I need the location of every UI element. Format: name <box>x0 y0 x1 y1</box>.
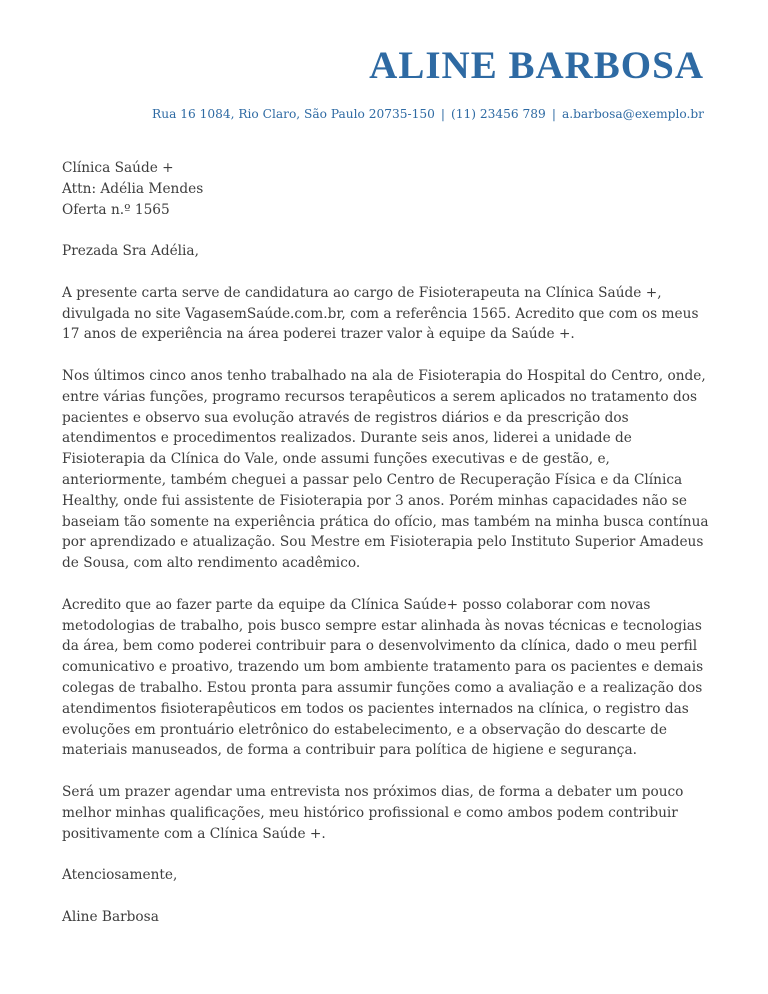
letter-body <box>62 158 712 927</box>
paragraph-contribution: Acredito que ao fazer parte da equipe da Clínica Saúde+ posso colaborar com novas metodologias de trabalho, pois busco sempre estar alinhada às novas técnicas e tecnologias da área, bem como poderei contribuir para o desenvolvimento da clínica, dado o meu perfil comunicativo e proativo, trazendo um bom ambiente tratamento para os pacientes e demais colegas de trabalho. Estou pronta para assumir funções como a avaliação e a realização dos atendimentos fisioterapêuticos em todos os pacientes internados na clínica, o registro das evoluções em prontuário eletrônico do estabelecimento, e a observação do descarte de materiais manuseados, de forma a contribuir para política de higiene e segurança. <box>62 596 704 759</box>
paragraph-experience: Nos últimos cinco anos tenho trabalhado na ala de Fisioterapia do Hospital do Centro, onde, entre várias funções, programo recursos terapêuticos a serem aplicados no tratamento dos pacientes e observo sua evolução através de registros diários e da prescrição dos atendimentos e procedimentos realizados. Durante seis anos, liderei a unidade de Fisioterapia da Clínica do Vale, onde assumi funções executivas e de gestão, e, anteriormente, também cheguei a passar pelo Centro de Recuperação Física e da Clínica Healthy, onde fui assistente de Fisioterapia por 3 anos. Porém minhas capacidades não se baseiam tão somente na experiência prática do ofício, mas também na minha busca contínua por aprendizado e atualização. Sou Mestre em Fisioterapia pelo Instituto Superior Amadeus de Sousa, com alto rendimento acadêmico. <box>62 367 709 572</box>
recipient-block <box>62 158 712 220</box>
contact-email: a.barbosa@exemplo.br <box>561 107 704 121</box>
contact-phone: (11) 23456 789 <box>451 107 546 121</box>
contact-line <box>152 107 704 121</box>
closing: Atenciosamente, <box>62 867 178 884</box>
contact-address: Rua 16 1084, Rio Claro, São Paulo 20735-150 <box>152 107 435 121</box>
paragraph-interview: Será um prazer agendar uma entrevista nos próximos dias, de forma a debater um pouco melhor minhas qualificações, meu histórico profissional e como ambos podem contribuir positivamente com a Clínica Saúde +. <box>62 783 684 842</box>
recipient-company: Clínica Saúde + <box>62 160 174 176</box>
salutation: Prezada Sra Adélia, <box>62 243 199 260</box>
contact-separator: | <box>551 107 556 121</box>
applicant-name: ALINE BARBOSA <box>369 44 704 87</box>
recipient-offer: Oferta n.º 1565 <box>62 201 170 218</box>
recipient-attn: Attn: Adélia Mendes <box>62 180 204 197</box>
signature: Aline Barbosa <box>62 908 159 925</box>
paragraph-intro: A presente carta serve de candidatura ao cargo de Fisioterapeuta na Clínica Saúde +, divulgada no site VagasemSaúde.com.br, com a referência 1565. Acredito que com os meus 17 anos de experiência na área poderei trazer valor à equipe da Saúde +. <box>62 284 699 343</box>
contact-separator: | <box>440 107 446 121</box>
